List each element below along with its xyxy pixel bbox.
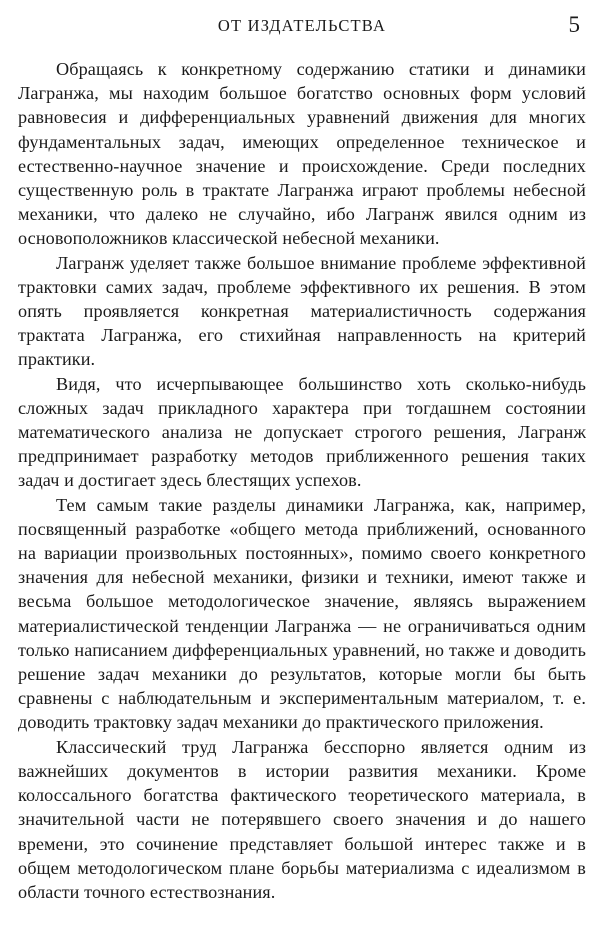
page-number: 5 — [568, 12, 580, 37]
paragraph: Тем самым такие разделы динамики Лагранжа, как, например, посвященный разработке «общего метода приближений, основанного на вариации произвольных постоянных», помимо своего конкретного значения для небесной механики, физики и техники, имеют также и весьма большое методологическое значение, являясь выражением материалистической тенденции Лагранжа — не ограничиваться одним только написанием дифференциальных уравнений, но также и доводить решение задач механики до результатов, которые могли бы быть сравнены с наблюдательным и экспериментальным материалом, т. е. доводить трактовку задач механики до практического приложения. — [18, 494, 586, 733]
paragraph: Классический труд Лагранжа бесспорно является одним из важнейших документов в истории развития механики. Кроме колоссального богатства фактического теоретического материала, в значительной части не потерявшего своего значения и до нашего времени, это сочинение представляет большой интерес также и в общем методологическом плане борьбы материализма с идеализмом в области точного естествознания. — [18, 736, 586, 902]
running-head: ОТ ИЗДАТЕЛЬСТВА — [217, 16, 387, 35]
paragraph: Обращаясь к конкретному содержанию статики и динамики Лагранжа, мы находим большое богатство основных форм условий равновесия и дифференциальных уравнений движения для многих фундаментальных задач, имеющих определенное техническое и естественно-научное значение и происхождение. Среди последних существенную роль в трактате Лагранжа играют проблемы небесной механики, что далеко не случайно, ибо Лагранж явился одним из основоположников классической небесной механики. — [18, 59, 586, 249]
paragraph: Видя, что исчерпывающее большинство хоть сколько-нибудь сложных задач прикладного характера при тогдашнем состоянии математического анализа не допускает строгого решения, Лагранж предпринимает разработку методов приближенного решения таких задач и достигает здесь блестящих успехов. — [18, 373, 586, 491]
paragraph: Лагранж уделяет также большое внимание проблеме эффективной трактовки самих задач, проблеме эффективного их решения. В этом опять проявляется конкретная материалистичность содержания трактата Лагранжа, его стихийная направленность на критерий практики. — [18, 252, 586, 370]
body-text — [18, 57, 586, 904]
page-header — [18, 12, 586, 40]
